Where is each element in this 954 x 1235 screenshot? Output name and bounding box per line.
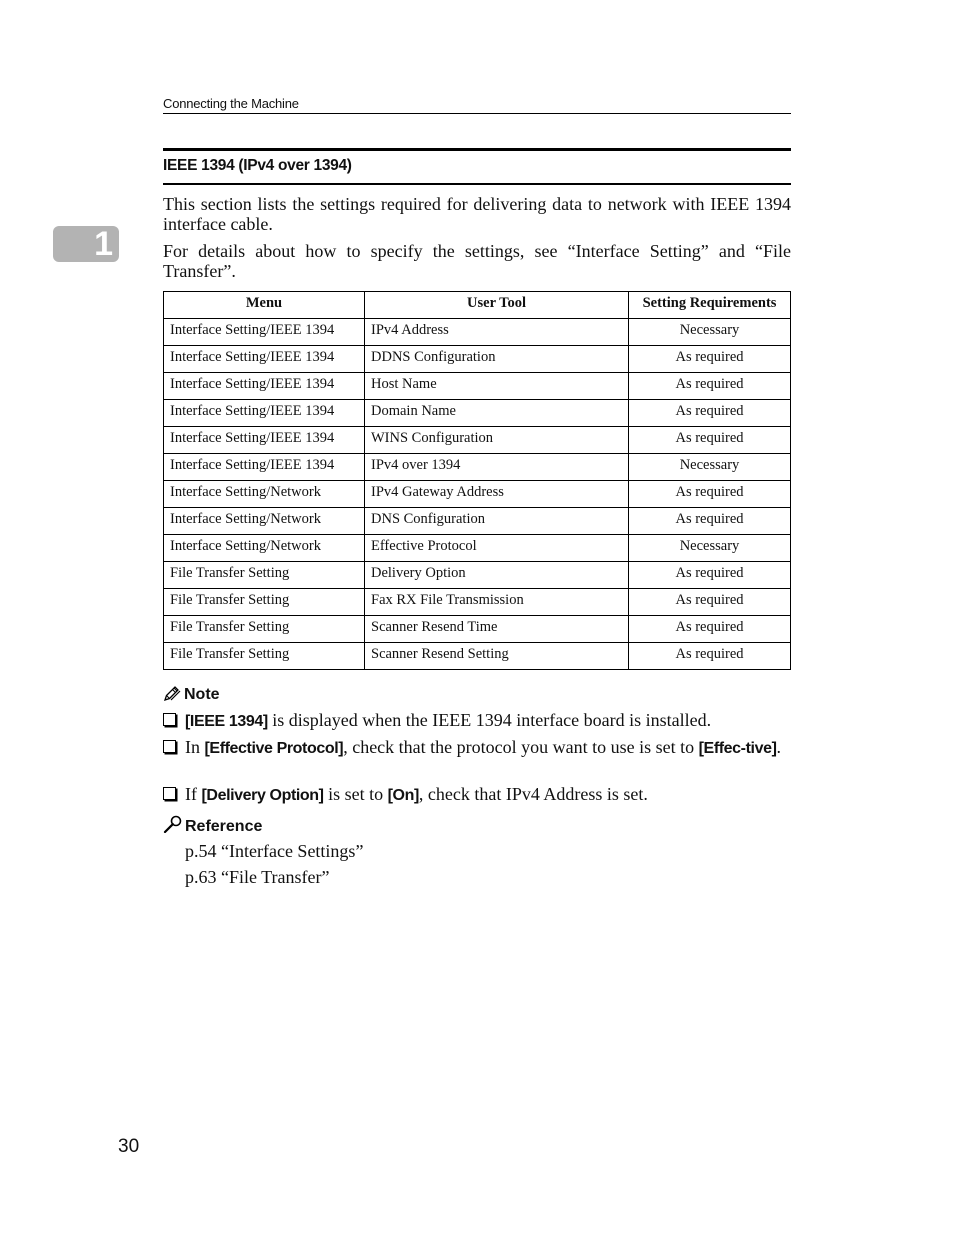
- ui-key-label: [On]: [387, 787, 419, 804]
- cell-menu: Interface Setting/IEEE 1394: [164, 319, 365, 346]
- cell-setting-requirement: As required: [629, 508, 791, 535]
- cell-menu: Interface Setting/Network: [164, 535, 365, 562]
- table-row: [164, 319, 791, 346]
- cell-user-tool: IPv4 over 1394: [365, 454, 629, 481]
- reference-link[interactable]: p.63 “File Transfer”: [185, 867, 330, 887]
- cell-user-tool: Delivery Option: [365, 562, 629, 589]
- note-text: , check that IPv4 Address is set.: [418, 784, 648, 804]
- table-row: [164, 373, 791, 400]
- table-row: [164, 616, 791, 643]
- reference-link[interactable]: p.54 “Interface Settings”: [185, 841, 364, 861]
- cell-user-tool: WINS Configuration: [365, 427, 629, 454]
- cell-menu: Interface Setting/IEEE 1394: [164, 400, 365, 427]
- cell-menu: Interface Setting/IEEE 1394: [164, 427, 365, 454]
- section-title: IEEE 1394 (IPv4 over 1394): [163, 157, 352, 174]
- ui-key-label: [Effec-tive]: [698, 740, 777, 757]
- cell-user-tool: Scanner Resend Time: [365, 616, 629, 643]
- table-body: [164, 319, 791, 670]
- cell-menu: File Transfer Setting: [164, 589, 365, 616]
- cell-user-tool: Host Name: [365, 373, 629, 400]
- intro-paragraph: This section lists the settings required for delivering data to network with IEEE 1394 interface cable.: [163, 194, 791, 234]
- ui-key-label: [Delivery Option]: [201, 787, 324, 804]
- chapter-number: 1: [94, 225, 113, 263]
- magnifier-icon: [163, 815, 183, 833]
- checkbox-bullet-icon: [163, 740, 176, 753]
- cell-setting-requirement: As required: [629, 400, 791, 427]
- cell-menu: File Transfer Setting: [164, 616, 365, 643]
- table-row: [164, 535, 791, 562]
- cell-user-tool: DNS Configuration: [365, 508, 629, 535]
- cell-setting-requirement: Necessary: [629, 454, 791, 481]
- chapter-tab: [53, 226, 119, 262]
- cell-setting-requirement: As required: [629, 373, 791, 400]
- note-text: , check that the protocol you want to use is set to: [343, 737, 699, 757]
- cell-menu: Interface Setting/Network: [164, 508, 365, 535]
- intro-paragraph: For details about how to specify the settings, see “Interface Setting” and “File Transfer”.: [163, 241, 791, 281]
- checkbox-bullet-icon: [163, 713, 176, 726]
- note-text: .: [776, 737, 782, 757]
- cell-menu: File Transfer Setting: [164, 562, 365, 589]
- cell-setting-requirement: As required: [629, 481, 791, 508]
- column-header-menu: Menu: [164, 292, 365, 319]
- cell-setting-requirement: As required: [629, 616, 791, 643]
- cell-menu: Interface Setting/IEEE 1394: [164, 373, 365, 400]
- running-header: Connecting the Machine: [163, 96, 791, 114]
- cell-user-tool: IPv4 Gateway Address: [365, 481, 629, 508]
- cell-setting-requirement: As required: [629, 643, 791, 670]
- table-header-row: [164, 292, 791, 319]
- note-text: If: [185, 784, 202, 804]
- cell-setting-requirement: As required: [629, 427, 791, 454]
- cell-user-tool: Effective Protocol: [365, 535, 629, 562]
- cell-user-tool: Fax RX File Transmission: [365, 589, 629, 616]
- table-row: [164, 427, 791, 454]
- pencil-icon: [163, 686, 181, 702]
- ui-key-label: [IEEE 1394]: [185, 713, 268, 730]
- section-rule-top: [163, 148, 791, 151]
- column-header-setting-requirements: Setting Requirements: [629, 292, 791, 319]
- cell-menu: Interface Setting/IEEE 1394: [164, 454, 365, 481]
- cell-user-tool: Domain Name: [365, 400, 629, 427]
- settings-table: [163, 291, 791, 670]
- cell-menu: Interface Setting/IEEE 1394: [164, 346, 365, 373]
- cell-menu: File Transfer Setting: [164, 643, 365, 670]
- note-text: In: [185, 737, 205, 757]
- reference-heading-label: Reference: [185, 818, 263, 835]
- table-row: [164, 481, 791, 508]
- cell-user-tool: DDNS Configuration: [365, 346, 629, 373]
- cell-setting-requirement: Necessary: [629, 535, 791, 562]
- table-row: [164, 562, 791, 589]
- note-heading-label: Note: [184, 686, 220, 703]
- table-row: [164, 346, 791, 373]
- table-row: [164, 589, 791, 616]
- cell-user-tool: IPv4 Address: [365, 319, 629, 346]
- cell-setting-requirement: As required: [629, 589, 791, 616]
- reference-heading: [163, 815, 262, 836]
- table-row: [164, 400, 791, 427]
- column-header-user-tool: User Tool: [365, 292, 629, 319]
- cell-setting-requirement: Necessary: [629, 319, 791, 346]
- note-text: is set to: [323, 784, 388, 804]
- cell-setting-requirement: As required: [629, 346, 791, 373]
- page-number: 30: [118, 1136, 140, 1157]
- checkbox-bullet-icon: [163, 787, 176, 800]
- note-heading: [163, 686, 220, 704]
- note-text: is displayed when the IEEE 1394 interface board is installed.: [267, 710, 712, 730]
- cell-menu: Interface Setting/Network: [164, 481, 365, 508]
- table-row: [164, 508, 791, 535]
- table-row: [164, 643, 791, 670]
- table-row: [164, 454, 791, 481]
- ui-key-label: [Effective Protocol]: [204, 740, 344, 757]
- cell-user-tool: Scanner Resend Setting: [365, 643, 629, 670]
- section-rule-bottom: [163, 183, 791, 185]
- cell-setting-requirement: As required: [629, 562, 791, 589]
